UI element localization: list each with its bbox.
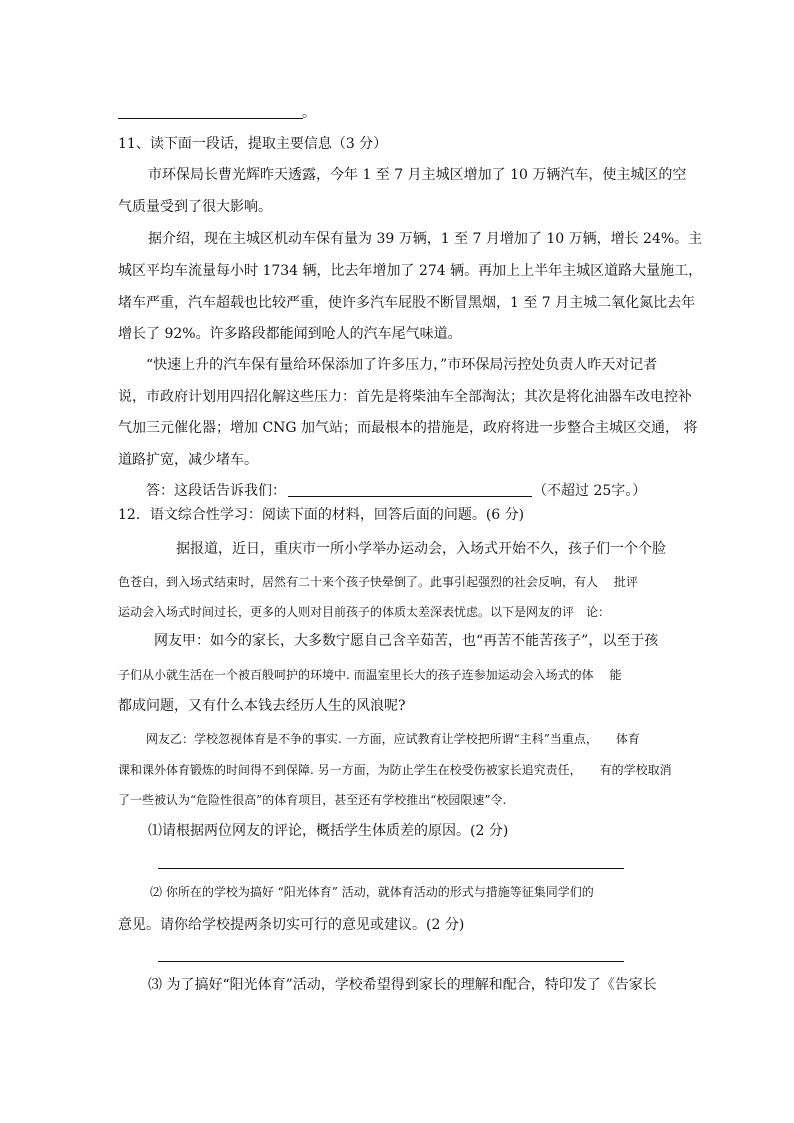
sub-question-2-answer-line[interactable]	[158, 961, 624, 962]
question-12-header: 12．语文综合性学习：阅读下面的材料，回答后面的问题。(6 分)	[118, 507, 525, 523]
q11-answer-label: 答：这段话告诉我们：	[146, 483, 286, 499]
q11-line: 据介绍，现在主城区机动车保有量为 39 万辆，1 至 7 月增加了 10 万辆，增长 24%。主	[148, 231, 703, 247]
q11-line: 城区平均车流量每小时 1734 辆，比去年增加了 274 辆。再加上上半年主城区道路大量施工，	[118, 263, 703, 279]
report-line: 据报道，近日，重庆市一所小学举办运动会，入场式开始不久，孩子们一个个脸	[176, 541, 666, 557]
question-11-header: 11、读下面一段话，提取主要信息（3 分）	[118, 136, 388, 152]
q11-line: 市环保局长曹光辉昨天透露，今年 1 至 7 月主城区增加了 10 万辆汽车，使主城区的空	[148, 167, 687, 183]
q11-line: 说，市政府计划用四招化解这些压力：首先是将柴油车全部淘汰；其次是将化油器车改电控补	[118, 389, 692, 405]
netizen-a-line: 网友甲：如今的家长，大多数宁愿自己含辛茹苦，也“再苦不能苦孩子”，以至于孩	[154, 633, 659, 649]
q11-line: 增长了 92%。许多路段都能闻到呛人的汽车尾气味道。	[118, 326, 462, 342]
netizen-b-line: 课和课外体育锻炼的时间得不到保障. 另一方面，为防止学生在校受伤被家长追究责任， 有的学校取消	[118, 763, 672, 777]
report-line: 色苍白，到入场式结束时，居然有二十来个孩子快晕倒了。此事引起强烈的社会反响，有人 批评	[118, 575, 638, 589]
q11-line: 道路扩宽，减少堵车。	[118, 452, 258, 468]
sub-question-2-line2: 意见。请你给学校提两条切实可行的意见或建议。(2 分)	[118, 917, 465, 933]
report-line: 运动会入场式时间过长，更多的人则对目前孩子的体质太差深表忧虑。以下是网友的评 论：	[118, 605, 611, 619]
q11-answer-note: （不超过 25字。）	[533, 483, 647, 499]
netizen-b-line: 网友乙：学校忽视体育是不争的事实. 一方面，应试教育让学校把所谓“主科”当重点， 体育	[146, 732, 640, 746]
q11-line: 气加三元催化器；增加 CNG 加气站；而最根本的措施是，政府将进一步整合主城区交通， 将	[118, 420, 698, 436]
answer-blank-line	[118, 118, 303, 119]
q11-line: “快速上升的汽车保有量给环保添加了许多压力，”市环保局污控处负责人昨天对记者	[146, 357, 658, 373]
sub-question-3: ⑶ 为了搞好“阳光体育”活动，学校希望得到家长的理解和配合，特印发了《告家长	[148, 977, 657, 993]
netizen-b-line: 了一些被认为“危险性很高”的体育项目，甚至还有学校推出“校园限速”令.	[118, 793, 507, 807]
q11-answer-blank[interactable]	[288, 496, 532, 497]
q11-line: 堵车严重，汽车超载也比较严重，使许多汽车屁股不断冒黑烟，1 至 7 月主城二氧化氮比去年	[118, 295, 696, 311]
sub-question-1-answer-line[interactable]	[158, 868, 624, 869]
netizen-a-line: 子们从小就生活在一个被百般呵护的环境中. 而温室里长大的孩子连参加运动会入场式的体 能	[118, 668, 622, 682]
sub-question-1: ⑴请根据两位网友的评论，概括学生体质差的原因。(2 分)	[148, 823, 509, 839]
netizen-a-line: 都成问题，又有什么本钱去经历人生的风浪呢?	[118, 698, 406, 714]
end-mark: 。	[302, 105, 316, 121]
q11-line: 气质量受到了很大影响。	[118, 199, 272, 215]
sub-question-2-line1: ⑵ 你所在的学校为搞好 “阳光体育” 活动，就体育活动的形式与措施等征集同学们的	[150, 885, 594, 899]
